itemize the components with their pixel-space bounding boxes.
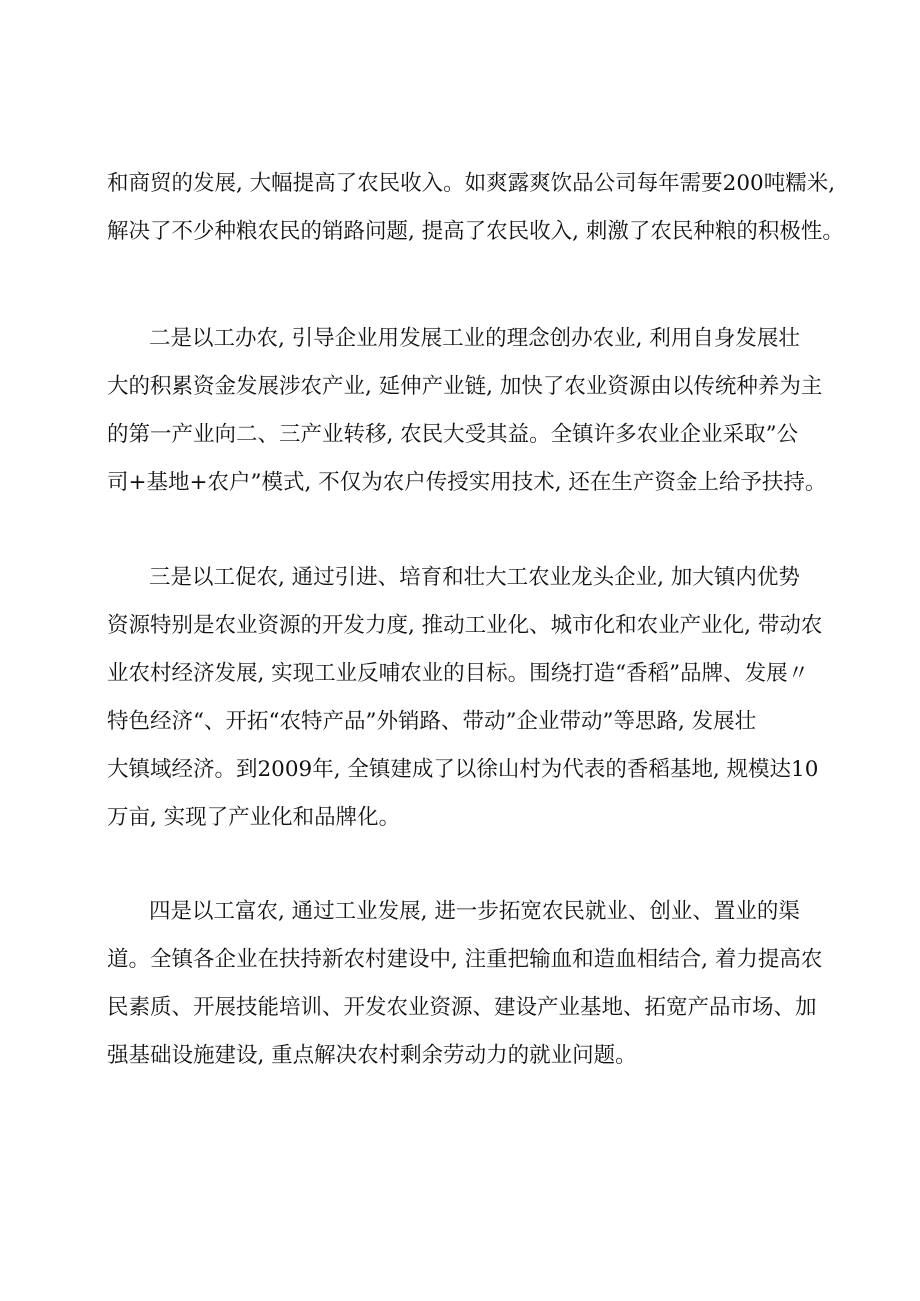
text-line: 解决了不少种粮农民的销路问题, 提高了农民收入, 刺激了农民种粮的积极性。: [107, 219, 844, 244]
text-line: 特色经济“、开拓“农特产品”外销路、带动”企业带动”等思路, 发展壮: [107, 709, 757, 734]
text-line: 万亩, 实现了产业化和品牌化。: [107, 805, 401, 830]
text-line: 民素质、开展技能培训、开发农业资源、建设产业基地、拓宽产品市场、加: [107, 995, 817, 1020]
text-line: 业农村经济发展, 实现工业反哺农业的目标。围绕打造“香稻”品牌、发展〃: [107, 661, 810, 686]
paragraph-4: [107, 888, 827, 1080]
paragraph-2: [107, 315, 827, 507]
text-line: 大镇域经济。到2009年, 全镇建成了以徐山村为代表的香稻基地, 规模达10: [107, 757, 819, 782]
text-line: 四是以工富农, 通过工业发展, 进一步拓宽农民就业、创业、置业的渠: [149, 899, 800, 924]
paragraph-1: [107, 160, 844, 256]
text-line: 和商贸的发展, 大幅提高了农民收入。如爽露爽饮品公司每年需要200吨糯米,: [107, 171, 836, 196]
text-line: 大的积累资金发展涉农产业, 延伸产业链, 加快了农业资源由以传统种养为主: [107, 374, 823, 399]
text-line: 的第一产业向二、三产业转移, 农民大受其益。全镇许多农业企业采取”公: [107, 422, 799, 447]
text-line: 三是以工促农, 通过引进、培育和壮大工农业龙头企业, 加大镇内优势: [149, 565, 800, 590]
text-line: 资源特别是农业资源的开发力度, 推动工业化、城市化和农业产业化, 带动农: [107, 613, 823, 638]
paragraph-3: [107, 554, 827, 842]
text-line: 二是以工办农, 引导企业用发展工业的理念创办农业, 利用自身发展壮: [149, 326, 800, 351]
text-line: 道。全镇各企业在扶持新农村建设中, 注重把输血和造血相结合, 着力提高农: [107, 947, 823, 972]
text-line: 强基础设施建设, 重点解决农村剩余劳动力的就业问题。: [107, 1043, 637, 1068]
text-line: 司+基地+农户”模式, 不仅为农户传授实用技术, 还在生产资金上给予扶持。: [107, 470, 827, 495]
